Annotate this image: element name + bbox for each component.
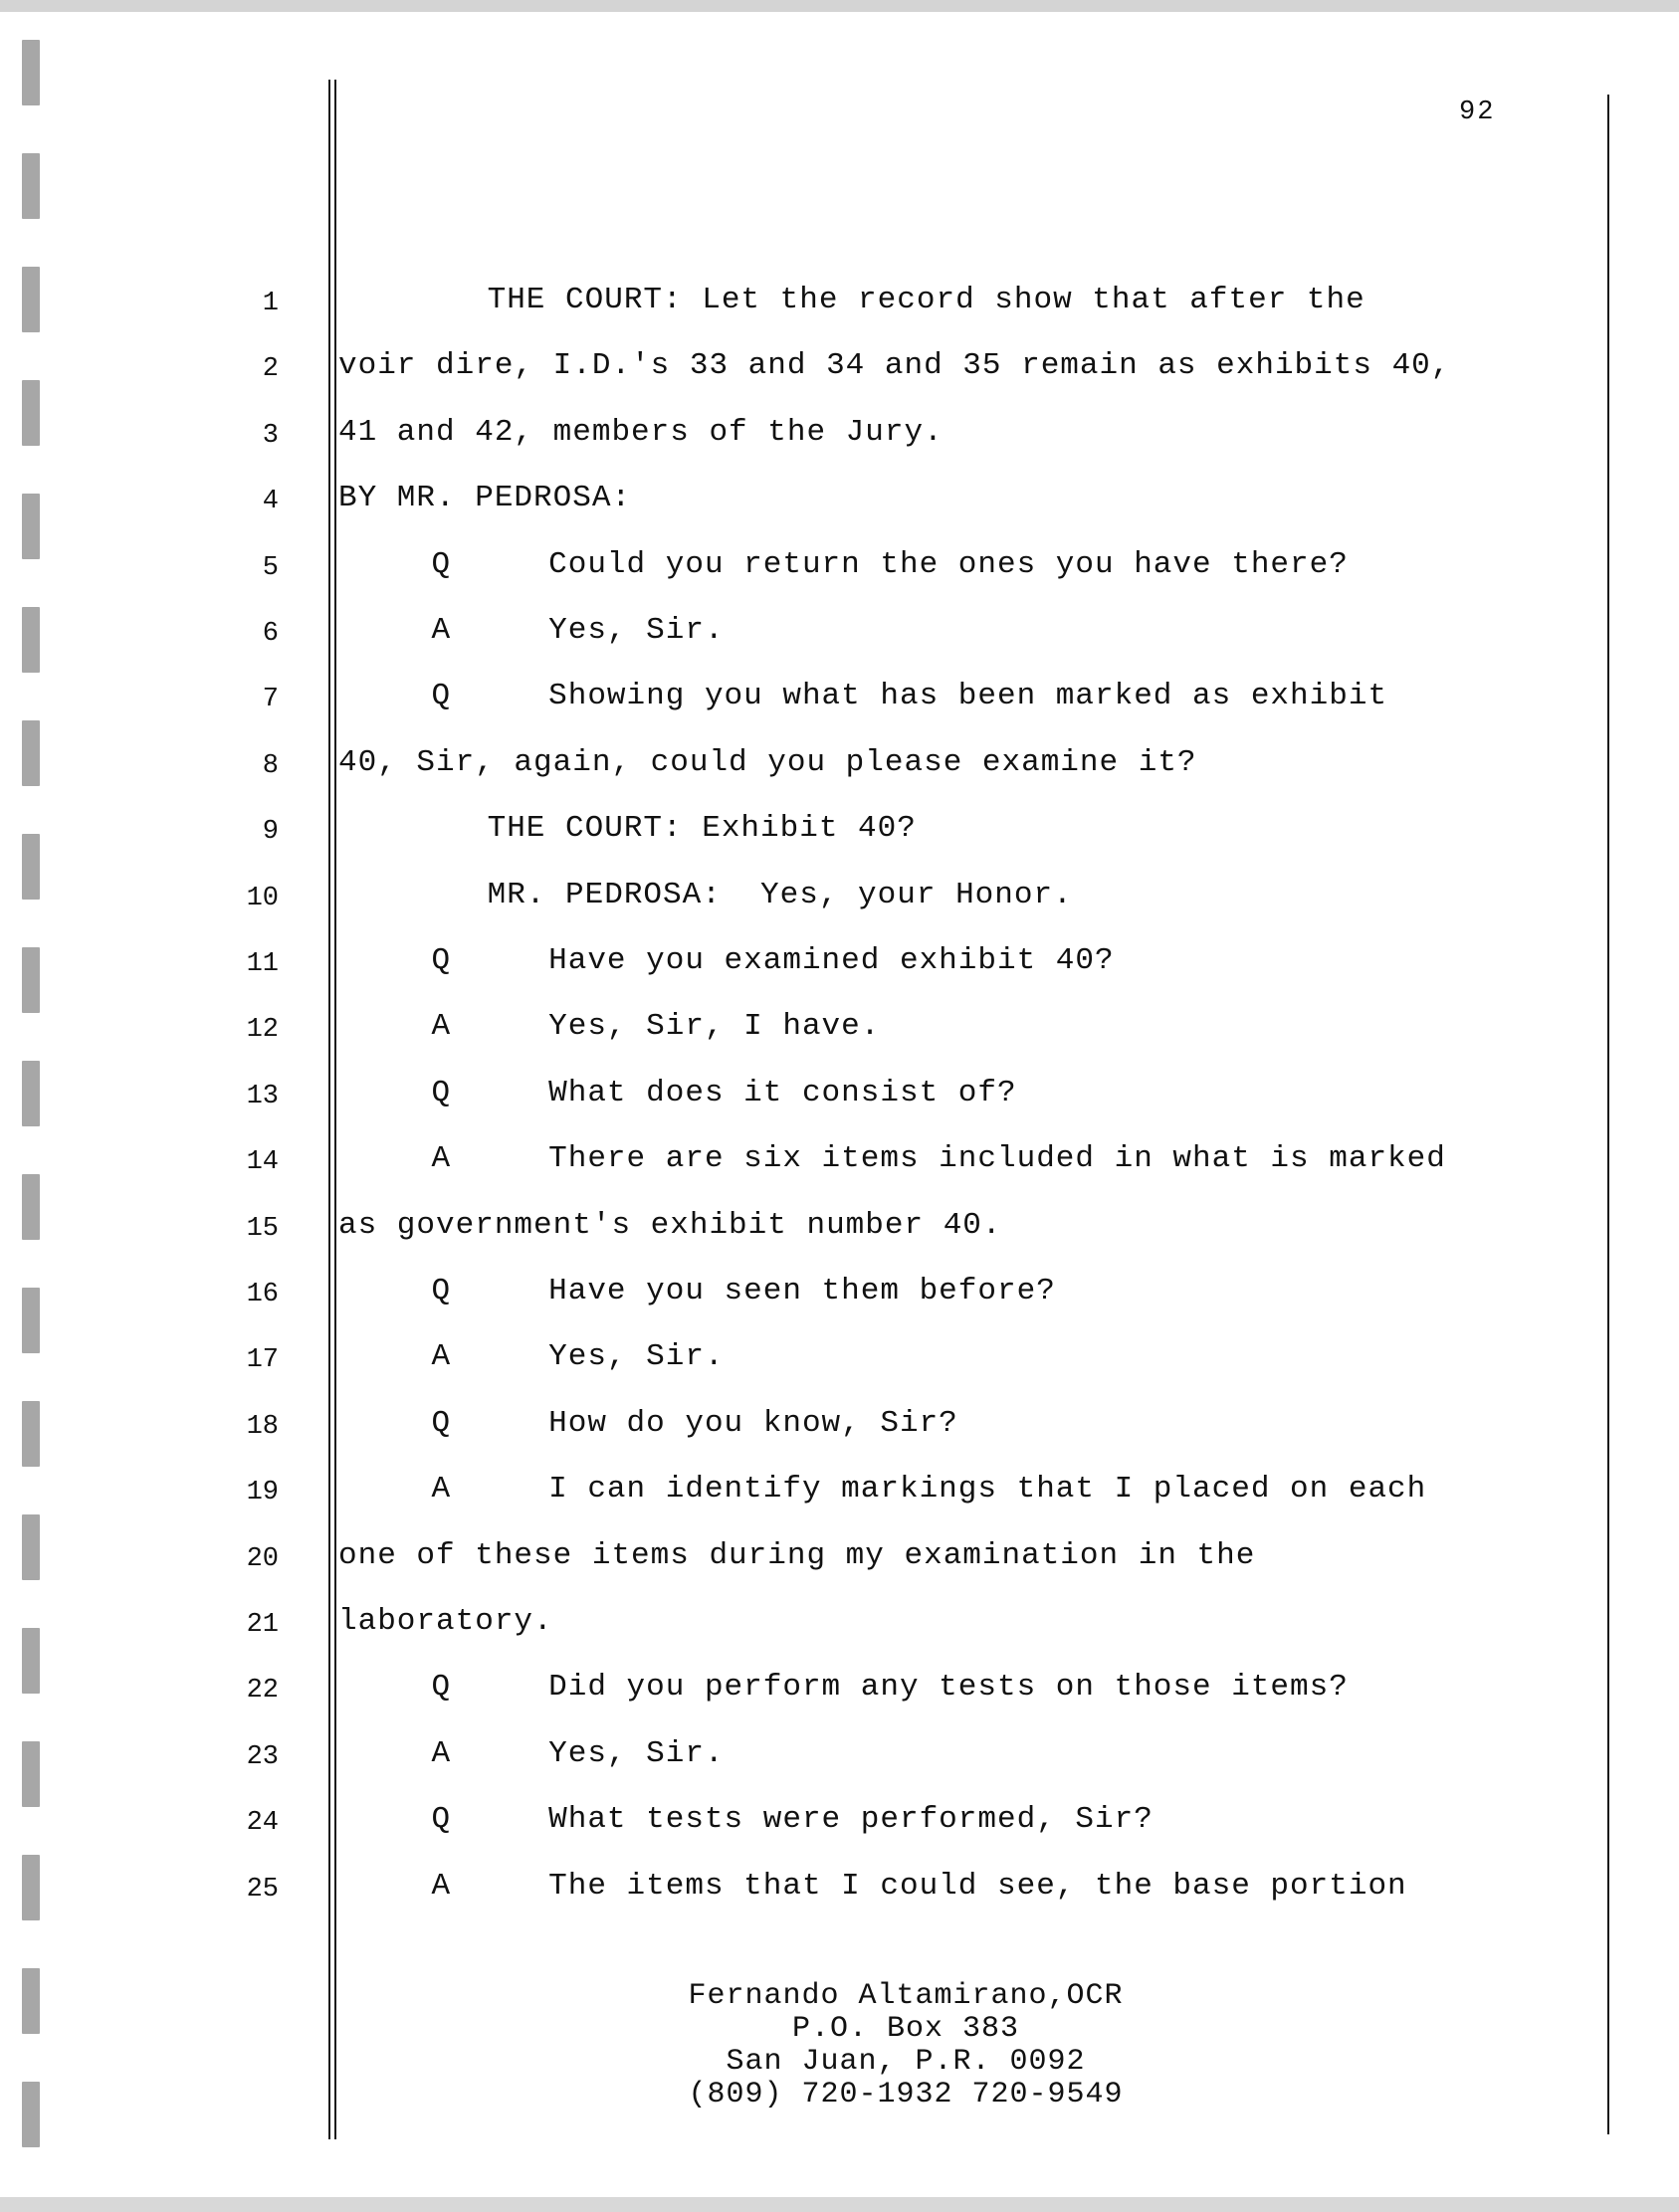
line-number: 11	[246, 949, 279, 979]
reporter-footer	[557, 1980, 1254, 2111]
binder-hole	[22, 40, 40, 105]
transcript-line: A I can identify markings that I placed on each	[431, 1472, 1427, 1508]
transcript-line: Q Showing you what has been marked as exhibit	[431, 679, 1388, 714]
binder-hole	[22, 1968, 40, 2034]
transcript-line: 40, Sir, again, could you please examine it?	[338, 744, 1197, 780]
binder-holes	[22, 40, 44, 2169]
binder-hole	[22, 2082, 40, 2147]
binder-hole	[22, 1288, 40, 1353]
binder-hole	[22, 1514, 40, 1580]
transcript-line: BY MR. PEDROSA:	[338, 481, 632, 516]
scan-bottom-edge	[0, 2197, 1679, 2212]
transcript-line: Q Did you perform any tests on those items?	[431, 1670, 1349, 1706]
line-number: 12	[246, 1015, 279, 1046]
binder-hole	[22, 153, 40, 219]
binder-hole	[22, 1401, 40, 1467]
transcript-line: Q Have you seen them before?	[431, 1274, 1056, 1308]
line-number: 25	[246, 1874, 279, 1905]
left-margin-rule-inner	[334, 80, 336, 2139]
binder-hole	[22, 720, 40, 786]
transcript-line: A Yes, Sir.	[431, 1735, 725, 1771]
binder-hole	[22, 1741, 40, 1807]
reporter-city: San Juan, P.R. 0092	[726, 2045, 1086, 2079]
line-number: 23	[246, 1741, 279, 1772]
line-number: 24	[246, 1808, 279, 1839]
line-number: 6	[262, 619, 279, 649]
binder-hole	[22, 267, 40, 332]
scan-top-edge	[0, 0, 1679, 12]
transcript-line: MR. PEDROSA: Yes, your Honor.	[487, 877, 1073, 912]
transcript-line: Q What does it consist of?	[431, 1075, 1017, 1110]
transcript-line: as government's exhibit number 40.	[338, 1207, 1002, 1243]
line-number: 7	[262, 685, 279, 715]
binder-hole	[22, 1628, 40, 1694]
line-number: 5	[262, 552, 279, 583]
transcript-line: A Yes, Sir.	[431, 1339, 725, 1375]
transcript-line: THE COURT: Let the record show that after the	[487, 283, 1365, 317]
transcript-line: voir dire, I.D.'s 33 and 34 and 35 remain as exhibits 40,	[338, 348, 1451, 384]
binder-hole	[22, 607, 40, 673]
transcript-line: A There are six items included in what is marked	[431, 1141, 1446, 1177]
binder-hole	[22, 494, 40, 559]
transcript-line: Q Could you return the ones you have there?	[431, 546, 1349, 582]
line-number: 2	[262, 354, 279, 385]
binder-hole	[22, 1061, 40, 1126]
line-number: 20	[246, 1543, 279, 1574]
transcript-line: Q What tests were performed, Sir?	[431, 1802, 1154, 1838]
binder-hole	[22, 380, 40, 446]
transcript-line: Q How do you know, Sir?	[431, 1405, 958, 1441]
line-number: 21	[246, 1610, 279, 1640]
transcript-line: one of these items during my examination in the	[338, 1537, 1256, 1573]
line-number: 8	[262, 750, 279, 781]
binder-hole	[22, 1174, 40, 1240]
binder-hole	[22, 947, 40, 1013]
line-number: 17	[246, 1345, 279, 1376]
line-number: 9	[262, 817, 279, 848]
line-number: 13	[246, 1081, 279, 1111]
binder-hole	[22, 1855, 40, 1920]
line-number: 4	[262, 487, 279, 517]
binder-hole	[22, 834, 40, 900]
transcript-line: THE COURT: Exhibit 40?	[487, 811, 917, 847]
line-number: 1	[262, 289, 279, 318]
transcript-line: Q Have you examined exhibit 40?	[431, 943, 1115, 978]
transcript-line: A Yes, Sir.	[431, 613, 725, 648]
line-number: 3	[262, 420, 279, 451]
line-number: 16	[246, 1280, 279, 1309]
line-number: 10	[246, 883, 279, 913]
transcript-line: 41 and 42, members of the Jury.	[338, 414, 944, 450]
line-number: 15	[246, 1213, 279, 1244]
left-margin-rule	[328, 80, 330, 2139]
line-number: 19	[246, 1478, 279, 1508]
transcript-line: laboratory.	[338, 1604, 553, 1639]
transcript-line: A The items that I could see, the base portion	[431, 1868, 1407, 1904]
line-number: 22	[246, 1676, 279, 1707]
reporter-phones: (809) 720-1932 720-9549	[688, 2078, 1124, 2111]
transcript-line: A Yes, Sir, I have.	[431, 1009, 881, 1045]
line-number: 18	[246, 1411, 279, 1442]
right-margin-rule	[1607, 95, 1609, 2134]
reporter-address: P.O. Box 383	[791, 2012, 1020, 2046]
page-number: 92	[1459, 98, 1496, 127]
line-number: 14	[246, 1147, 279, 1178]
reporter-name: Fernando Altamirano,OCR	[688, 1979, 1124, 2013]
